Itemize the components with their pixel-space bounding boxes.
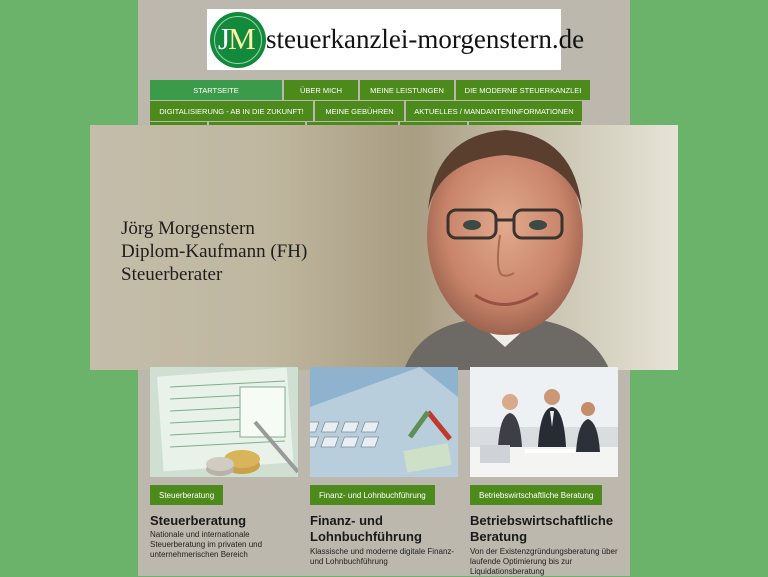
card-tag-steuerberatung[interactable]: Steuerberatung	[150, 485, 223, 505]
nav-row-2	[150, 101, 620, 121]
hero-title: Steuerberater	[121, 264, 223, 285]
card-desc-steuerberatung: Nationale und internationale Steuerberatung im privaten und unternehmerischen Bereich	[150, 530, 263, 559]
card-image-betriebswirtschaft[interactable]	[470, 367, 618, 477]
card-title-betriebswirtschaft: Betriebswirtschaftliche Beratung	[470, 513, 614, 544]
business-meeting-image	[470, 367, 618, 477]
jm-monogram-icon	[210, 12, 266, 68]
portrait-image	[380, 125, 630, 370]
nav-item-ueber-mich[interactable]: ÜBER MICH	[284, 80, 358, 100]
hero-degree: Diplom-Kaufmann (FH)	[121, 241, 308, 262]
nav-item-meine-leistungen[interactable]: MEINE LEISTUNGEN	[360, 80, 454, 100]
card-tag-betriebswirtschaft[interactable]: Betriebswirtschaftliche Beratung	[470, 485, 602, 505]
logo-domain-text: steuerkanzlei-morgenstern.de	[266, 24, 585, 54]
hero-name: Jörg Morgenstern	[121, 218, 255, 239]
tax-form-coins-image	[150, 367, 298, 477]
card-title-steuerberatung: Steuerberatung	[150, 513, 247, 528]
card-steuerberatung	[150, 367, 298, 559]
card-betriebswirtschaft	[470, 367, 618, 576]
calculator-pen-image	[310, 367, 458, 477]
hero-banner	[90, 125, 678, 370]
card-image-finanzbuchfuehrung[interactable]	[310, 367, 458, 477]
card-image-steuerberatung[interactable]	[150, 367, 298, 477]
nav-item-moderne-steuerkanzlei[interactable]: DIE MODERNE STEUERKANZLEI	[456, 80, 590, 100]
card-desc-finanzbuchfuehrung: Klassische und moderne digitale Finanz- und Lohnbuchführung	[310, 547, 455, 566]
logo-initials	[218, 21, 254, 57]
nav-item-startseite[interactable]: STARTSEITE	[150, 80, 282, 100]
nav-item-aktuelles[interactable]: AKTUELLES / MANDANTENINFORMATIONEN	[406, 101, 582, 121]
card-desc-betriebswirtschaft: Von der Existenzgründungsberatung über laufende Optimierung bis zur Liquidationsberatung	[470, 547, 618, 576]
nav-item-digitalisierung[interactable]: DIGITALISIERUNG - AB IN DIE ZUKUNFT!	[150, 101, 313, 121]
card-title-finanzbuchfuehrung: Finanz- und Lohnbuchführung	[310, 513, 422, 544]
site-logo[interactable]	[207, 9, 585, 70]
logo-initial-j: J	[218, 20, 229, 56]
hero-text	[121, 217, 307, 286]
nav-row-1	[150, 80, 620, 100]
card-tag-finanzbuchfuehrung[interactable]: Finanz- und Lohnbuchführung	[310, 485, 435, 505]
nav-item-meine-gebuehren[interactable]: MEINE GEBÜHREN	[315, 101, 404, 121]
logo-initial-m: M	[228, 20, 254, 56]
card-finanzbuchfuehrung	[310, 367, 458, 566]
